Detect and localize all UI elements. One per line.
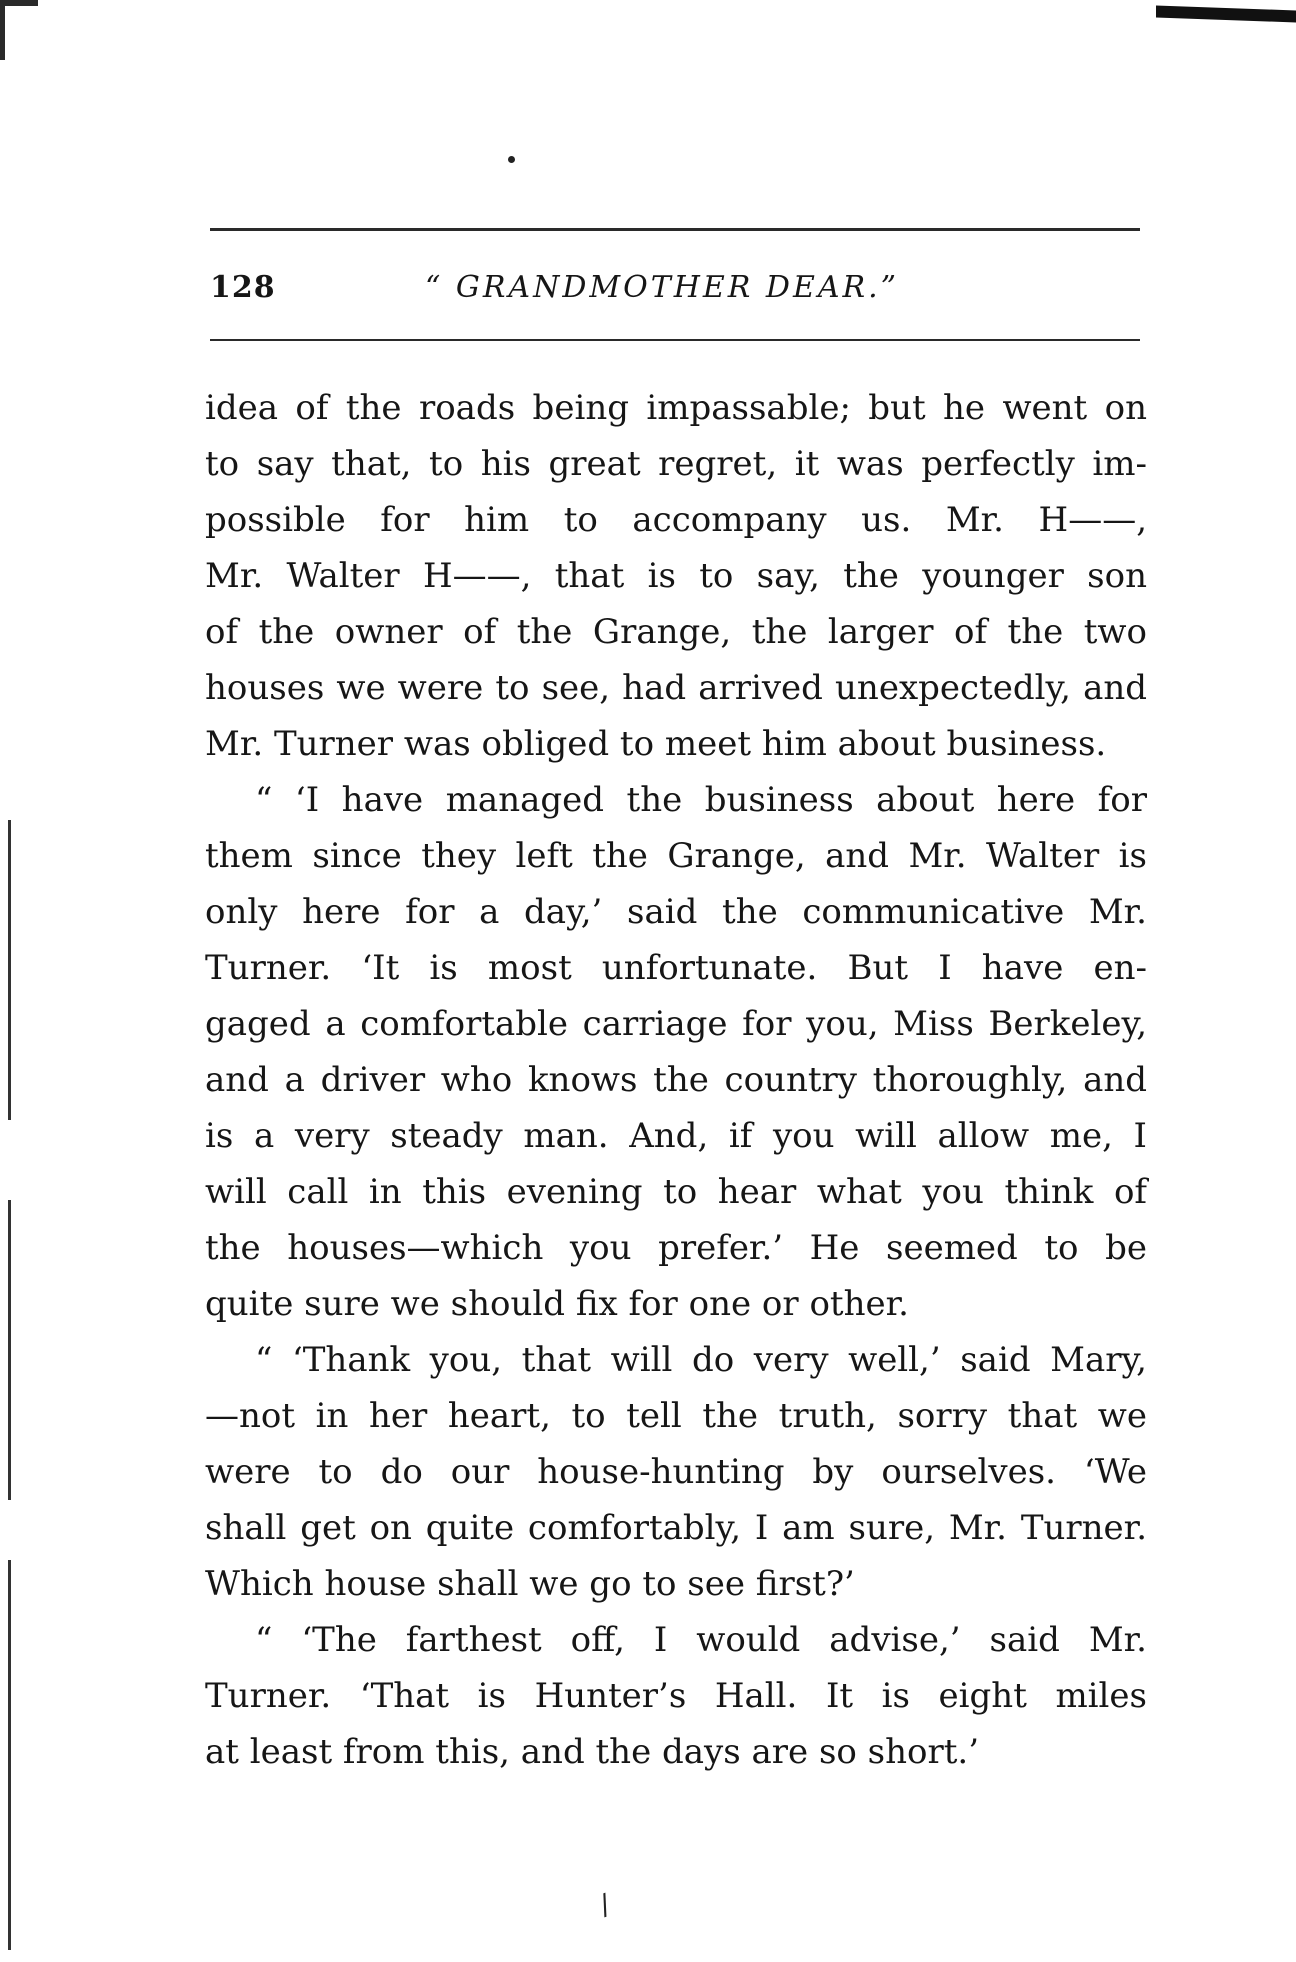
text-line: them since they left the Grange, and Mr. Walter is bbox=[205, 836, 1147, 876]
ink-mark: ∕ bbox=[594, 1887, 615, 1922]
page-header bbox=[210, 270, 1140, 320]
header-rule-bottom bbox=[210, 339, 1140, 341]
text-line: Which house shall we go to see first?’ bbox=[205, 1564, 855, 1604]
text-line: gaged a comfortable carriage for you, Miss Berkeley, bbox=[205, 1004, 1147, 1044]
text-line: Turner. ‘That is Hunter’s Hall. It is eight miles bbox=[205, 1676, 1147, 1716]
text-line: and a driver who knows the country thoroughly, and bbox=[205, 1060, 1147, 1100]
text-line: only here for a day,’ said the communicative Mr. bbox=[205, 892, 1147, 932]
text-line: idea of the roads being impassable; but he went on bbox=[205, 388, 1147, 428]
text-line: Mr. Turner was obliged to meet him about business. bbox=[205, 724, 1107, 764]
text-line: of the owner of the Grange, the larger of the two bbox=[205, 612, 1147, 652]
page-number: 128 bbox=[210, 270, 276, 305]
text-line: “ ‘Thank you, that will do very well,’ said Mary, bbox=[255, 1340, 1147, 1380]
text-line: will call in this evening to hear what you think of bbox=[205, 1172, 1147, 1212]
text-line: —not in her heart, to tell the truth, sorry that we bbox=[205, 1396, 1147, 1436]
text-line: at least from this, and the days are so short.’ bbox=[205, 1732, 980, 1772]
text-line: the houses—which you prefer.’ He seemed to be bbox=[205, 1228, 1147, 1268]
scan-artifact-left-edge bbox=[8, 820, 11, 1120]
text-line: “ ‘The farthest off, I would advise,’ said Mr. bbox=[255, 1620, 1147, 1660]
scan-artifact-left-edge bbox=[8, 1560, 11, 1950]
ink-dot bbox=[508, 156, 515, 163]
scan-artifact-left-edge bbox=[8, 1200, 11, 1500]
body-text bbox=[205, 380, 1147, 1780]
text-line: were to do our house-hunting by ourselves. ‘We bbox=[205, 1452, 1147, 1492]
text-line: quite sure we should fix for one or other. bbox=[205, 1284, 909, 1324]
text-line: Mr. Walter H——, that is to say, the younger son bbox=[205, 556, 1147, 596]
text-line: Turner. ‘It is most unfortunate. But I have en- bbox=[205, 948, 1147, 988]
text-line: “ ‘I have managed the business about here for bbox=[255, 780, 1147, 820]
text-line: is a very steady man. And, if you will allow me, I bbox=[205, 1116, 1147, 1156]
scan-artifact-top-left-edge bbox=[0, 0, 5, 60]
running-title: “ GRANDMOTHER DEAR.” bbox=[425, 270, 899, 305]
text-line: shall get on quite comfortably, I am sure, Mr. Turner. bbox=[205, 1508, 1147, 1548]
header-rule-top bbox=[210, 228, 1140, 231]
text-line: houses we were to see, had arrived unexpectedly, and bbox=[205, 668, 1147, 708]
text-line: possible for him to accompany us. Mr. H——, bbox=[205, 500, 1147, 540]
scan-artifact-top-right bbox=[1156, 6, 1296, 23]
scan-artifact-top-left bbox=[0, 0, 38, 6]
text-line: to say that, to his great regret, it was perfectly im- bbox=[205, 444, 1147, 484]
